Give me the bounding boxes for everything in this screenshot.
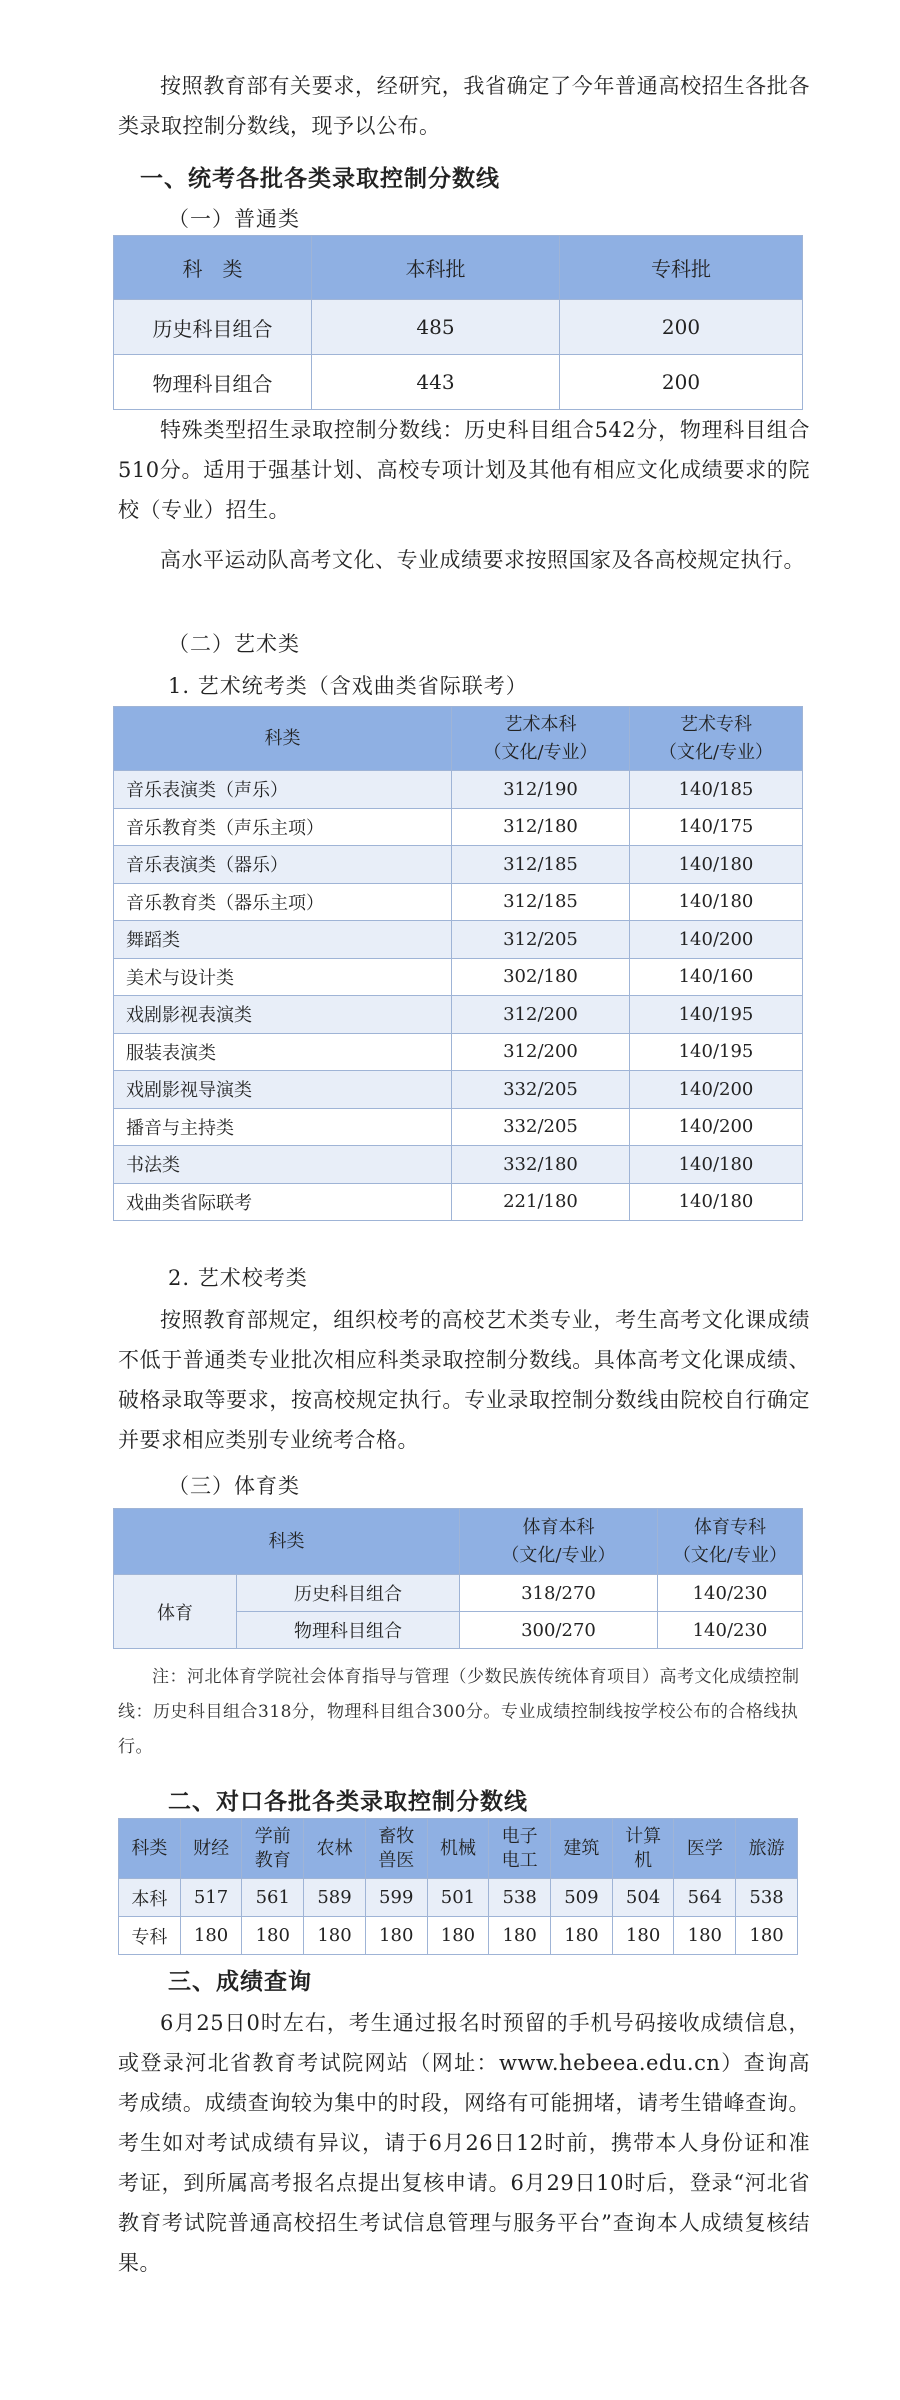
table-cell: 历史科目组合 <box>237 1575 460 1612</box>
table-cell: 180 <box>365 1917 427 1955</box>
table-row <box>114 846 803 884</box>
vocational-header-cell: 医学 <box>674 1819 736 1879</box>
table-cell: 音乐表演类（器乐） <box>114 846 452 884</box>
table-cell: 180 <box>489 1917 551 1955</box>
table-cell: 312/180 <box>452 808 630 846</box>
general-header-category: 科 类 <box>114 236 312 300</box>
table-row <box>114 355 803 410</box>
table-cell: 509 <box>551 1879 613 1917</box>
table-cell: 564 <box>674 1879 736 1917</box>
table-cell: 140/180 <box>630 883 803 921</box>
table-cell: 物理科目组合 <box>237 1612 460 1649</box>
table-cell: 561 <box>242 1879 304 1917</box>
table-row <box>114 958 803 996</box>
table-cell: 538 <box>736 1879 798 1917</box>
sports-group-label: 体育 <box>114 1575 237 1649</box>
table-cell: 180 <box>551 1917 613 1955</box>
vocational-header-cell: 财经 <box>180 1819 242 1879</box>
table-cell: 140/200 <box>630 1071 803 1109</box>
table-cell: 312/205 <box>452 921 630 959</box>
table-cell: 戏剧影视导演类 <box>114 1071 452 1109</box>
table-cell: 书法类 <box>114 1146 452 1184</box>
table-cell: 140/200 <box>630 921 803 959</box>
sports-header-category: 科类 <box>114 1509 460 1575</box>
vocational-table <box>118 1818 798 1955</box>
art-header-category: 科类 <box>114 707 452 771</box>
general-title: （一）普通类 <box>168 207 300 231</box>
table-row <box>114 883 803 921</box>
art-table <box>113 706 803 1221</box>
section1-title: 一、统考各批各类录取控制分数线 <box>140 166 500 192</box>
general-header-junior: 专科批 <box>560 236 803 300</box>
table-row <box>119 1879 798 1917</box>
vocational-header-cell: 科类 <box>119 1819 181 1879</box>
table-row <box>114 771 803 809</box>
art-title: （二）艺术类 <box>168 632 300 656</box>
table-cell: 221/180 <box>452 1183 630 1221</box>
general-table <box>113 235 803 410</box>
vocational-header-cell: 建筑 <box>551 1819 613 1879</box>
vocational-header-cell: 计算 机 <box>612 1819 674 1879</box>
sports-header-junior: 体育专科 （文化/专业） <box>657 1509 802 1575</box>
table-row <box>114 1033 803 1071</box>
table-row <box>114 808 803 846</box>
table-row <box>114 996 803 1034</box>
table-cell: 589 <box>304 1879 366 1917</box>
table-cell: 312/190 <box>452 771 630 809</box>
vocational-table-header <box>119 1819 798 1879</box>
table-cell: 312/200 <box>452 996 630 1034</box>
table-cell: 200 <box>560 300 803 355</box>
general-table-header <box>114 236 803 300</box>
table-row <box>114 1108 803 1146</box>
vocational-header-cell: 旅游 <box>736 1819 798 1879</box>
table-cell: 140/230 <box>657 1612 802 1649</box>
table-cell: 140/160 <box>630 958 803 996</box>
table-cell: 本科 <box>119 1879 181 1917</box>
table-cell: 332/205 <box>452 1071 630 1109</box>
table-cell: 物理科目组合 <box>114 355 312 410</box>
table-cell: 599 <box>365 1879 427 1917</box>
table-cell: 140/180 <box>630 1146 803 1184</box>
intro-paragraph: 按照教育部有关要求，经研究，我省确定了今年普通高校招生各批各类录取控制分数线，现予以公布。 <box>118 74 810 138</box>
table-cell: 517 <box>180 1879 242 1917</box>
sports-team-paragraph: 高水平运动队高考文化、专业成绩要求按照国家及各高校规定执行。 <box>160 548 805 572</box>
table-row <box>114 921 803 959</box>
table-cell: 504 <box>612 1879 674 1917</box>
art-school-title: 2. 艺术校考类 <box>168 1266 308 1290</box>
table-cell: 443 <box>312 355 560 410</box>
table-cell: 戏曲类省际联考 <box>114 1183 452 1221</box>
table-cell: 180 <box>736 1917 798 1955</box>
sports-table <box>113 1508 803 1649</box>
table-row <box>119 1917 798 1955</box>
table-cell: 140/230 <box>657 1575 802 1612</box>
sports-table-header <box>114 1509 803 1575</box>
vocational-header-cell: 畜牧 兽医 <box>365 1819 427 1879</box>
table-cell: 332/180 <box>452 1146 630 1184</box>
score-query-paragraph: 6月25日0时左右，考生通过报名时预留的手机号码接收成绩信息，或登录河北省教育考试院网站（网址：www.hebeea.edu.cn）查询高考成绩。成绩查询较为集中的时段，网络有可能拥堵，请考生错峰查询。考生如对考试成绩有异议，请于6月26日12时前，携带本人身份证和准考证，到所属高考报名点提出复核申请。6月29日10时后，登录“河北省教育考试院普通高校招生考试信息管理与服务平台”查询本人成绩复核结果。 <box>118 2011 810 2275</box>
table-row <box>114 1071 803 1109</box>
table-cell: 312/185 <box>452 846 630 884</box>
table-cell: 180 <box>304 1917 366 1955</box>
table-cell: 140/195 <box>630 1033 803 1071</box>
section2-title: 二、对口各批各类录取控制分数线 <box>168 1789 528 1815</box>
table-cell: 180 <box>612 1917 674 1955</box>
table-cell: 332/205 <box>452 1108 630 1146</box>
table-cell: 501 <box>427 1879 489 1917</box>
table-cell: 180 <box>180 1917 242 1955</box>
table-cell: 318/270 <box>459 1575 657 1612</box>
table-cell: 美术与设计类 <box>114 958 452 996</box>
table-cell: 180 <box>427 1917 489 1955</box>
art-header-undergrad: 艺术本科 （文化/专业） <box>452 707 630 771</box>
table-cell: 音乐教育类（声乐主项） <box>114 808 452 846</box>
table-cell: 140/180 <box>630 846 803 884</box>
table-cell: 历史科目组合 <box>114 300 312 355</box>
table-cell: 140/200 <box>630 1108 803 1146</box>
art-unified-title: 1. 艺术统考类（含戏曲类省际联考） <box>168 674 528 698</box>
table-cell: 312/185 <box>452 883 630 921</box>
art-header-junior: 艺术专科 （文化/专业） <box>630 707 803 771</box>
table-cell: 300/270 <box>459 1612 657 1649</box>
table-row <box>114 1146 803 1184</box>
sports-note: 注：河北体育学院社会体育指导与管理（少数民族传统体育项目）高考文化成绩控制线：历史科目组合318分，物理科目组合300分。专业成绩控制线按学校公布的合格线执行。 <box>118 1667 800 1757</box>
table-cell: 140/175 <box>630 808 803 846</box>
table-cell: 140/185 <box>630 771 803 809</box>
table-cell: 音乐教育类（器乐主项） <box>114 883 452 921</box>
table-cell: 538 <box>489 1879 551 1917</box>
table-cell: 戏剧影视表演类 <box>114 996 452 1034</box>
table-cell: 舞蹈类 <box>114 921 452 959</box>
vocational-header-cell: 电子 电工 <box>489 1819 551 1879</box>
table-cell: 140/180 <box>630 1183 803 1221</box>
table-cell: 302/180 <box>452 958 630 996</box>
table-row <box>114 1575 803 1612</box>
table-cell: 180 <box>674 1917 736 1955</box>
table-cell: 音乐表演类（声乐） <box>114 771 452 809</box>
table-cell: 180 <box>242 1917 304 1955</box>
art-table-header <box>114 707 803 771</box>
special-admission-paragraph: 特殊类型招生录取控制分数线：历史科目组合542分，物理科目组合510分。适用于强基计划、高校专项计划及其他有相应文化成绩要求的院校（专业）招生。 <box>118 418 810 522</box>
table-cell: 专科 <box>119 1917 181 1955</box>
table-row <box>114 300 803 355</box>
table-row <box>114 1183 803 1221</box>
sports-title: （三）体育类 <box>168 1474 300 1498</box>
section3-title: 三、成绩查询 <box>168 1969 312 1995</box>
vocational-header-cell: 机械 <box>427 1819 489 1879</box>
art-school-paragraph: 按照教育部规定，组织校考的高校艺术类专业，考生高考文化课成绩不低于普通类专业批次相应科类录取控制分数线。具体高考文化课成绩、破格录取等要求，按高校规定执行。专业录取控制分数线由院校自行确定并要求相应类别专业统考合格。 <box>118 1308 810 1452</box>
vocational-header-cell: 学前 教育 <box>242 1819 304 1879</box>
table-cell: 312/200 <box>452 1033 630 1071</box>
table-cell: 140/195 <box>630 996 803 1034</box>
sports-header-undergrad: 体育本科 （文化/专业） <box>459 1509 657 1575</box>
general-header-undergrad: 本科批 <box>312 236 560 300</box>
table-cell: 服装表演类 <box>114 1033 452 1071</box>
table-cell: 200 <box>560 355 803 410</box>
vocational-header-cell: 农林 <box>304 1819 366 1879</box>
table-cell: 485 <box>312 300 560 355</box>
table-cell: 播音与主持类 <box>114 1108 452 1146</box>
